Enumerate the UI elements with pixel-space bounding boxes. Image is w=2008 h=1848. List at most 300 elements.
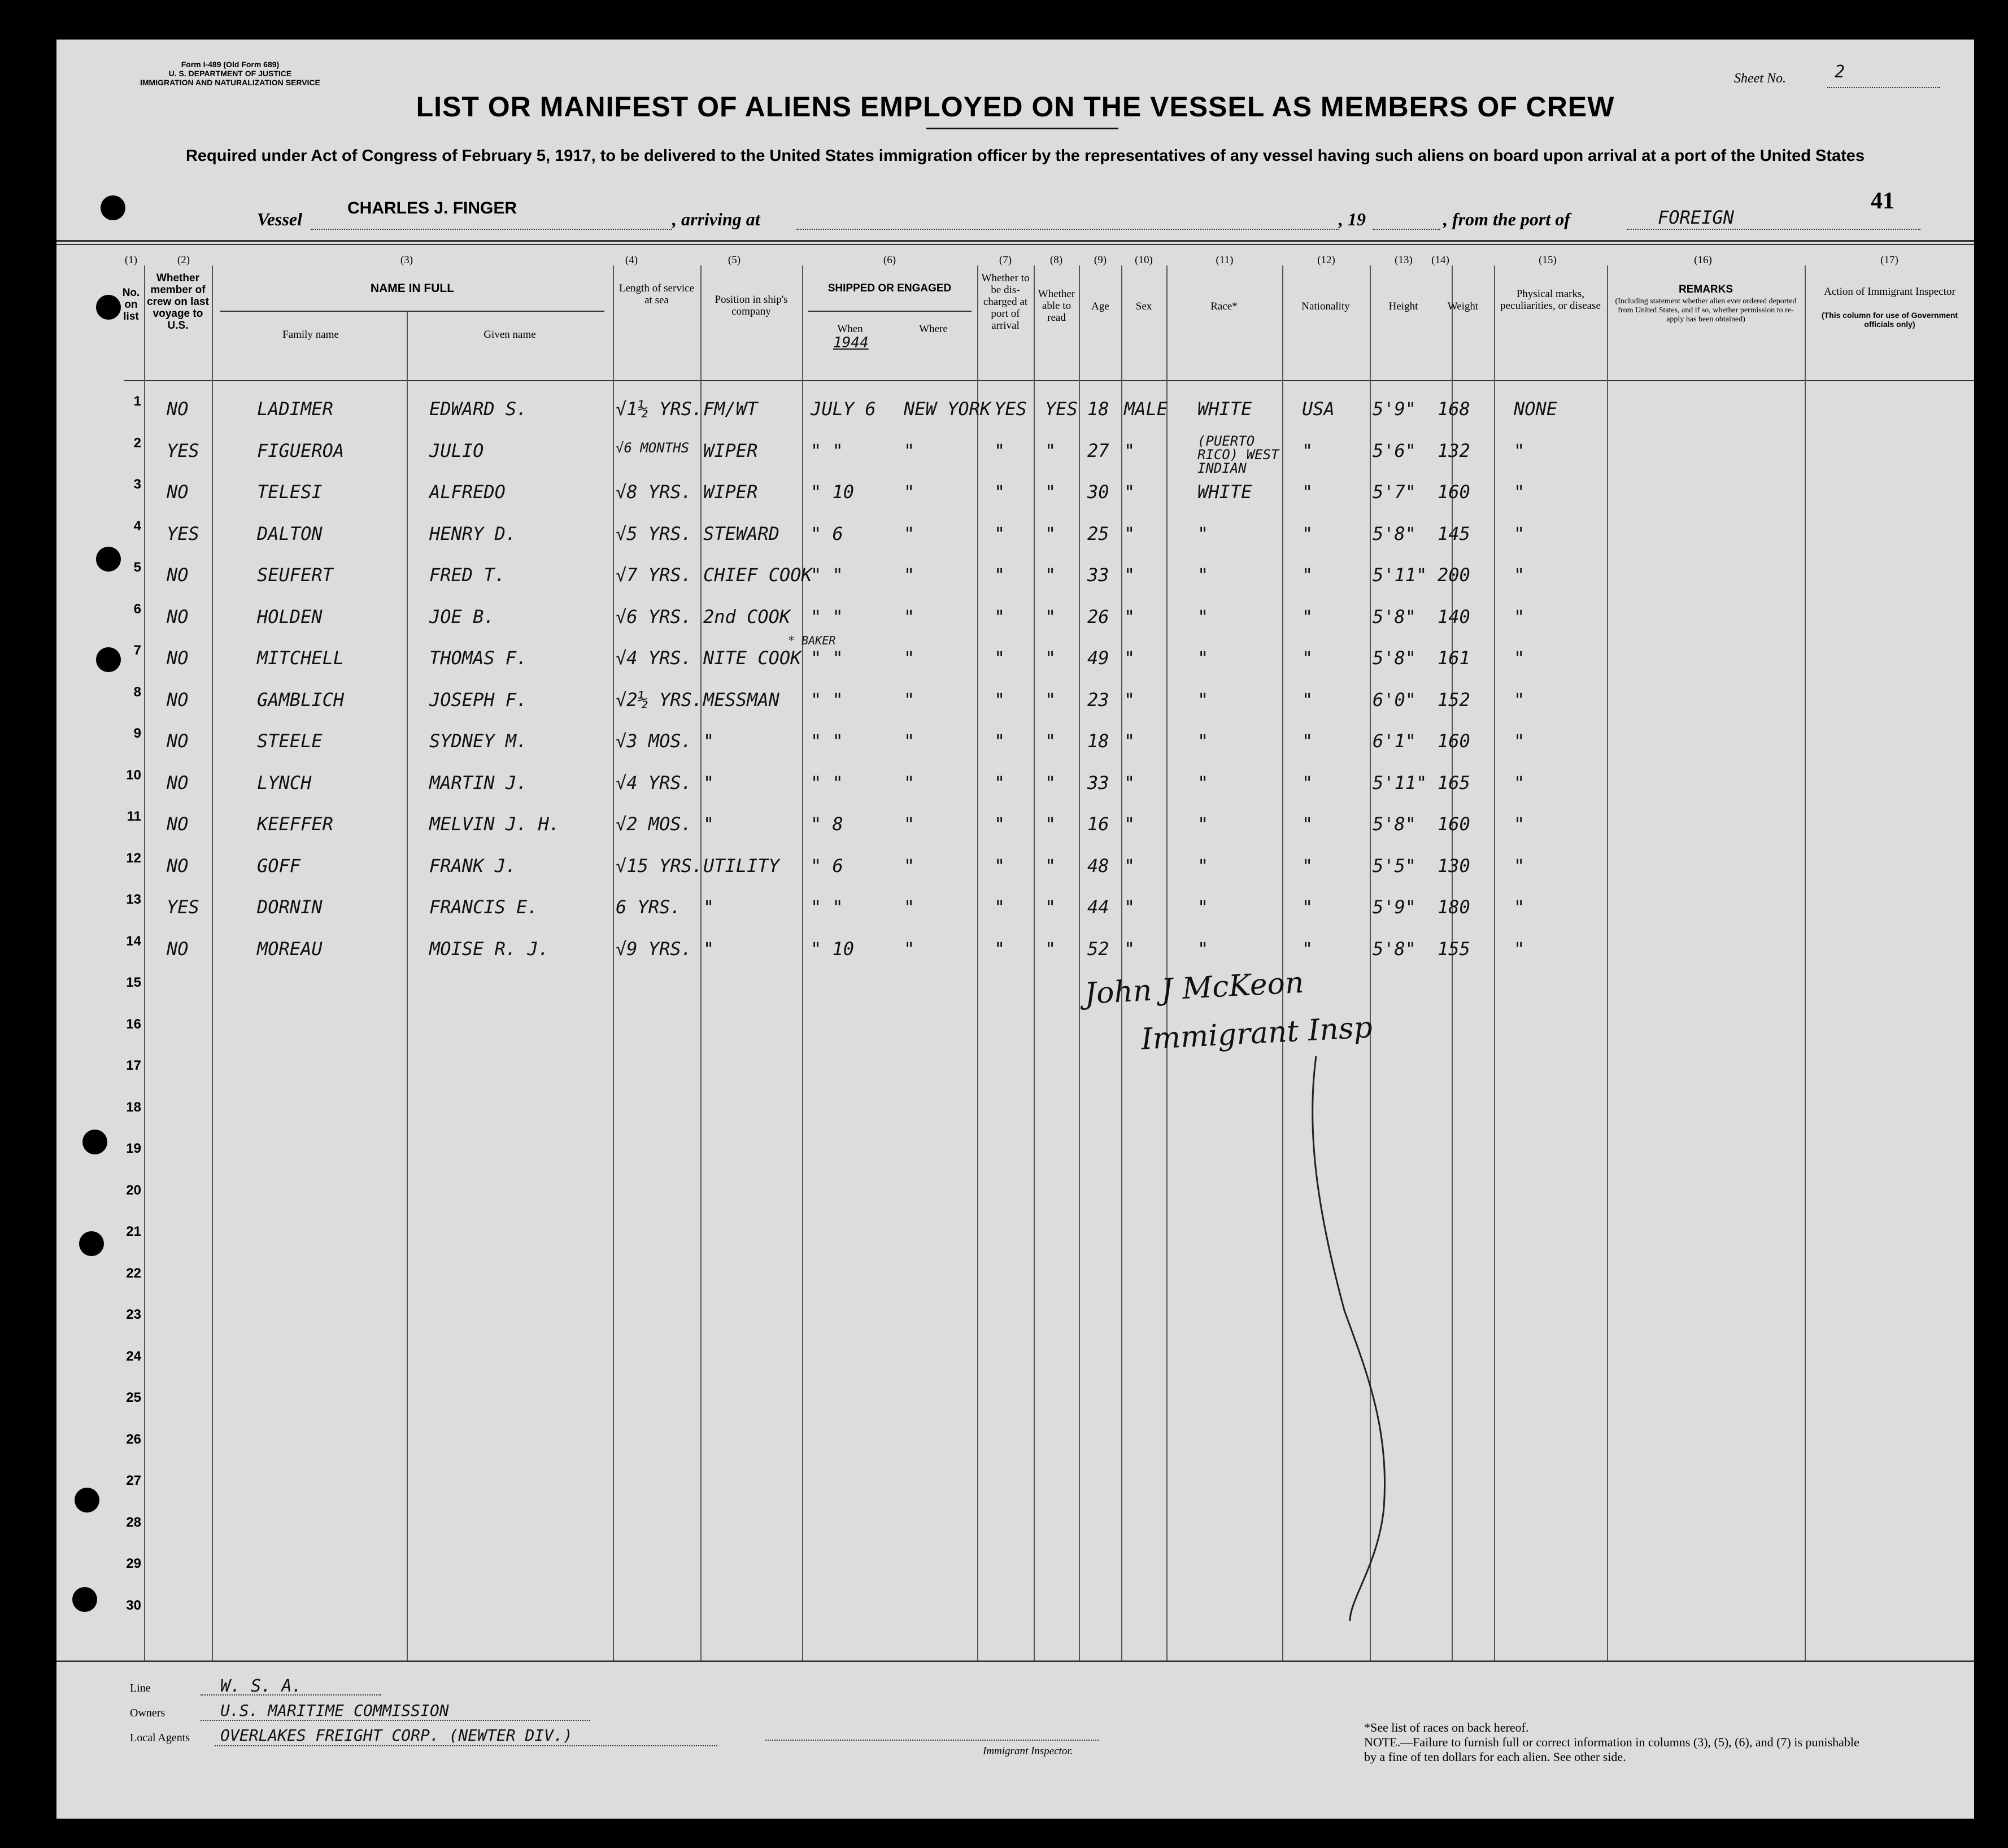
cell-discharged: ": [994, 481, 1005, 503]
header-when: When: [837, 323, 863, 335]
column-divider: [1121, 265, 1122, 1660]
cell-physical-marks: ": [1514, 855, 1525, 877]
cell-length-of-service: √15 YRS.: [616, 855, 703, 877]
form-subtitle: Required under Act of Congress of February 5, 1917, to be delivered to the United States immigration officer by the representatives of any vessel having such aliens on board upon arrival at a port of the United States: [185, 147, 1865, 165]
page-number: 41: [1871, 188, 1894, 214]
header-length-service: Length of service at sea: [619, 282, 694, 306]
header-family-name: Family name: [282, 329, 339, 341]
cell-height: 5'11": [1373, 772, 1427, 794]
cell-length-of-service: √6 YRS.: [616, 605, 692, 627]
year-dotline: [1373, 229, 1440, 230]
header-height: Height: [1388, 300, 1418, 312]
cell-sex: ": [1124, 605, 1135, 627]
from-port-label: , from the port of: [1443, 209, 1570, 229]
cell-age: 18: [1087, 730, 1109, 752]
cell-position: CHIEF COOK: [703, 564, 812, 586]
punch-hole: [82, 1130, 107, 1154]
cell-weight: 160: [1438, 730, 1470, 752]
vessel-dotline: [311, 229, 672, 230]
row-number: 23: [126, 1307, 141, 1322]
cell-physical-marks: ": [1514, 938, 1525, 960]
cell-physical-marks: ": [1514, 439, 1525, 461]
punch-hole: [72, 1587, 97, 1612]
arriving-label: , arriving at: [672, 209, 760, 229]
cell-height: 5'11": [1373, 564, 1427, 586]
cell-able-to-read: ": [1045, 439, 1056, 461]
cell-weight: 165: [1438, 772, 1470, 794]
row-number: 10: [126, 767, 141, 783]
cell-sex: ": [1124, 522, 1135, 544]
cell-discharged: ": [994, 605, 1005, 627]
cell-where-shipped: ": [904, 605, 915, 627]
cell-family-name: SEUFERT: [257, 564, 333, 586]
vessel-name: CHARLES J. FINGER: [347, 199, 517, 217]
cell-family-name: MITCHELL: [257, 647, 345, 669]
sheet-number: 2: [1835, 62, 1845, 82]
header-discharged: Whether to be dis-charged at port of arrival: [981, 272, 1030, 332]
cell-able-to-read: ": [1045, 688, 1056, 711]
row-number: 17: [126, 1058, 141, 1073]
cell-able-to-read: ": [1045, 730, 1056, 752]
row-number: 9: [133, 726, 141, 741]
col-num-6: (6): [883, 254, 896, 266]
shipped-header-divider: [808, 311, 972, 312]
column-divider: [613, 265, 614, 1660]
line-label: Line: [130, 1682, 151, 1694]
column-divider: [1034, 265, 1035, 1660]
cell-race: ": [1197, 855, 1209, 877]
cell-physical-marks: NONE: [1514, 398, 1558, 420]
fine-note: NOTE.—Failure to furnish full or correct information in columns (3), (5), (6), and (7) is punishable by a fine of ten dollars for each alien. See other side.: [1364, 1735, 1859, 1764]
col-num-14: (14): [1431, 254, 1449, 266]
races-note: *See list of races on back hereof.: [1364, 1720, 1529, 1734]
row-number: 2: [133, 435, 141, 451]
cell-position: ": [703, 896, 715, 918]
cell-nationality: USA: [1302, 398, 1335, 420]
cell-age: 16: [1087, 813, 1109, 835]
cell-physical-marks: ": [1514, 813, 1525, 835]
cell-sex: ": [1124, 813, 1135, 835]
cell-discharged: ": [994, 855, 1005, 877]
header-no-on-list: No. on list: [122, 287, 140, 322]
cell-sex: ": [1124, 688, 1135, 711]
cell-where-shipped: ": [904, 522, 915, 544]
cell-discharged: YES: [994, 398, 1027, 420]
row-number: 29: [126, 1556, 141, 1571]
cell-position: UTILITY: [703, 855, 779, 877]
cell-age: 23: [1087, 688, 1109, 711]
cell-physical-marks: ": [1514, 647, 1525, 669]
cell-length-of-service: √5 YRS.: [616, 522, 692, 544]
row-number: 26: [126, 1431, 141, 1447]
cell-length-of-service: √2 MOS.: [616, 813, 692, 835]
cell-race: ": [1197, 564, 1209, 586]
column-divider: [407, 311, 408, 1660]
row-number: 28: [126, 1514, 141, 1530]
cell-length-of-service: √3 MOS.: [616, 730, 692, 752]
column-divider: [1805, 265, 1806, 1660]
cell-physical-marks: ": [1514, 896, 1525, 918]
cell-physical-marks: ": [1514, 772, 1525, 794]
row-number: 5: [133, 560, 141, 575]
agents-label: Local Agents: [130, 1732, 190, 1744]
cell-able-to-read: ": [1045, 855, 1056, 877]
cell-discharged: ": [994, 772, 1005, 794]
inspector-signature-name: John J McKeon: [1083, 965, 1305, 1012]
cell-weight: 132: [1438, 439, 1470, 461]
cell-race: ": [1197, 938, 1209, 960]
row-number: 12: [126, 850, 141, 866]
cell-discharged: ": [994, 813, 1005, 835]
col-num-8: (8): [1049, 254, 1063, 266]
cell-when-shipped: " ": [811, 730, 843, 752]
from-port-dotline: [1627, 229, 1920, 230]
cell-member-status: NO: [167, 688, 189, 711]
form-number: Form I-489 (Old Form 689): [181, 60, 280, 69]
cell-position: WIPER: [703, 439, 758, 461]
cell-position: ": [703, 730, 715, 752]
row-number: 30: [126, 1597, 141, 1613]
cell-nationality: ": [1302, 564, 1313, 586]
cell-position: ": [703, 772, 715, 794]
cell-member-status: NO: [167, 398, 189, 420]
agents-dotline: [215, 1745, 717, 1746]
cell-age: 27: [1087, 439, 1109, 461]
col-num-16: (16): [1694, 254, 1712, 266]
cell-position: ": [703, 813, 715, 835]
header-physical: Physical marks, peculiarities, or disease: [1500, 288, 1601, 312]
cell-sex: ": [1124, 772, 1135, 794]
row-number: 1: [133, 394, 141, 409]
cell-when-shipped: " 10: [811, 938, 855, 960]
cell-when-shipped: " ": [811, 647, 843, 669]
cell-position: 2nd COOK: [703, 605, 791, 627]
cell-sex: ": [1124, 564, 1135, 586]
header-name-in-full: NAME IN FULL: [370, 282, 455, 295]
cell-height: 5'6": [1373, 439, 1417, 461]
cell-age: 26: [1087, 605, 1109, 627]
agents-value: OVERLAKES FREIGHT CORP. (NEWTER DIV.): [220, 1726, 573, 1745]
row-number: 22: [126, 1265, 141, 1281]
column-divider: [1079, 265, 1080, 1660]
col-num-9: (9): [1094, 254, 1107, 266]
cell-weight: 160: [1438, 481, 1470, 503]
cell-weight: 180: [1438, 896, 1470, 918]
cell-where-shipped: ": [904, 772, 915, 794]
row-number: 3: [133, 477, 141, 492]
cell-height: 6'1": [1373, 730, 1417, 752]
cell-family-name: FIGUEROA: [257, 439, 345, 461]
header-action: Action of Immigrant Inspector: [1824, 286, 1955, 298]
cell-family-name: STEELE: [257, 730, 323, 752]
cell-discharged: ": [994, 688, 1005, 711]
cell-race: WHITE: [1197, 481, 1252, 503]
cell-given-name: JOSEPH F.: [429, 688, 528, 711]
cell-height: 6'0": [1373, 688, 1417, 711]
col-num-13: (13): [1395, 254, 1413, 266]
col-num-1: (1): [124, 254, 138, 266]
cell-able-to-read: ": [1045, 605, 1056, 627]
col-num-17: (17): [1880, 254, 1898, 266]
cell-discharged: ": [994, 564, 1005, 586]
header-race: Race*: [1210, 300, 1238, 312]
cell-length-of-service: √2½ YRS.: [616, 688, 703, 711]
cell-able-to-read: ": [1045, 522, 1056, 544]
row-number: 25: [126, 1390, 141, 1405]
sheet-number-line: [1827, 87, 1940, 88]
inspector-signature-title: Immigrant Insp: [1140, 1010, 1374, 1057]
cell-where-shipped: ": [904, 813, 915, 835]
cell-given-name: HENRY D.: [429, 522, 517, 544]
cell-age: 30: [1087, 481, 1109, 503]
cell-given-name: SYDNEY M.: [429, 730, 528, 752]
cell-length-of-service: √8 YRS.: [616, 481, 692, 503]
arriving-dotline: [796, 229, 1339, 230]
cell-nationality: ": [1302, 647, 1313, 669]
column-divider: [144, 265, 145, 1660]
title-underline: [926, 128, 1118, 129]
cell-discharged: ": [994, 439, 1005, 461]
cell-family-name: KEEFFER: [257, 813, 333, 835]
col-num-4: (4): [625, 254, 638, 266]
cell-where-shipped: NEW YORK: [904, 398, 991, 420]
cell-length-of-service: √7 YRS.: [616, 564, 692, 586]
cell-weight: 140: [1438, 605, 1470, 627]
header-remarks-note: (Including statement whether alien ever ordered deported from United States, and if so, whether permission to re-apply has been obtained): [1615, 297, 1797, 324]
cell-family-name: DORNIN: [257, 896, 323, 918]
cell-age: 52: [1087, 938, 1109, 960]
cell-nationality: ": [1302, 522, 1313, 544]
cell-weight: 130: [1438, 855, 1470, 877]
cell-physical-marks: ": [1514, 688, 1525, 711]
cell-able-to-read: ": [1045, 772, 1056, 794]
col-num-2: (2): [177, 254, 190, 266]
cell-height: 5'8": [1373, 522, 1417, 544]
cell-weight: 200: [1438, 564, 1470, 586]
row-number: 20: [126, 1182, 141, 1198]
owners-label: Owners: [130, 1707, 165, 1719]
row-number: 19: [126, 1141, 141, 1156]
cell-length-of-service: √6 MONTHS: [616, 439, 690, 456]
header-able-read: Whether able to read: [1038, 288, 1075, 324]
cell-height: 5'8": [1373, 813, 1417, 835]
cell-where-shipped: ": [904, 688, 915, 711]
cell-discharged: ": [994, 896, 1005, 918]
cell-nationality: ": [1302, 855, 1313, 877]
cell-length-of-service: √9 YRS.: [616, 938, 692, 960]
cell-nationality: ": [1302, 439, 1313, 461]
cell-sex: ": [1124, 439, 1135, 461]
cell-physical-marks: ": [1514, 730, 1525, 752]
punch-hole: [101, 195, 125, 220]
col-num-10: (10): [1135, 254, 1153, 266]
header-whether-member: Whether member of crew on last voyage to U.S.: [147, 272, 209, 332]
line-value: W. S. A.: [220, 1676, 302, 1696]
year-label: , 19: [1339, 209, 1366, 229]
cell-sex: ": [1124, 896, 1135, 918]
sheet-label: Sheet No.: [1734, 71, 1786, 86]
cell-nationality: ": [1302, 730, 1313, 752]
cell-member-status: YES: [167, 522, 199, 544]
cell-member-status: NO: [167, 772, 189, 794]
vessel-label: Vessel: [257, 209, 302, 229]
col-num-11: (11): [1216, 254, 1234, 266]
cell-discharged: ": [994, 647, 1005, 669]
header-where: Where: [919, 323, 948, 335]
cell-member-status: NO: [167, 855, 189, 877]
cell-position-note: * BAKER: [788, 634, 836, 647]
cell-family-name: TELESI: [257, 481, 323, 503]
cell-sex: ": [1124, 938, 1135, 960]
cell-nationality: ": [1302, 688, 1313, 711]
cell-when-shipped: " ": [811, 439, 843, 461]
header-given-name: Given name: [484, 329, 536, 341]
cell-position: NITE COOK: [703, 647, 802, 669]
punch-hole: [96, 295, 121, 320]
cell-given-name: EDWARD S.: [429, 398, 528, 420]
cell-age: 25: [1087, 522, 1109, 544]
cell-where-shipped: ": [904, 481, 915, 503]
cell-where-shipped: ": [904, 896, 915, 918]
cell-nationality: ": [1302, 772, 1313, 794]
cell-where-shipped: ": [904, 564, 915, 586]
cell-given-name: THOMAS F.: [429, 647, 528, 669]
cell-weight: 145: [1438, 522, 1470, 544]
cell-age: 33: [1087, 564, 1109, 586]
cell-discharged: ": [994, 938, 1005, 960]
form-title: LIST OR MANIFEST OF ALIENS EMPLOYED ON THE VESSEL AS MEMBERS OF CREW: [416, 91, 1615, 123]
cell-given-name: JULIO: [429, 439, 484, 461]
inspector-label: Immigrant Inspector.: [983, 1745, 1073, 1757]
row-number: 6: [133, 601, 141, 617]
cell-position: MESSMAN: [703, 688, 779, 711]
cell-given-name: JOE B.: [429, 605, 495, 627]
cell-height: 5'5": [1373, 855, 1417, 877]
cell-able-to-read: ": [1045, 813, 1056, 835]
cell-race: ": [1197, 647, 1209, 669]
cell-sex: ": [1124, 730, 1135, 752]
cell-when-shipped: " ": [811, 896, 843, 918]
cell-age: 33: [1087, 772, 1109, 794]
cell-family-name: MOREAU: [257, 938, 323, 960]
cell-weight: 152: [1438, 688, 1470, 711]
cell-member-status: NO: [167, 647, 189, 669]
punch-hole: [79, 1231, 104, 1256]
cell-where-shipped: ": [904, 647, 915, 669]
header-shipped-engaged: SHIPPED OR ENGAGED: [827, 282, 952, 294]
cell-member-status: NO: [167, 813, 189, 835]
owners-dotline: [201, 1720, 590, 1721]
cell-height: 5'9": [1373, 896, 1417, 918]
row-number: 27: [126, 1473, 141, 1488]
cell-when-shipped: " ": [811, 772, 843, 794]
row-number: 21: [126, 1224, 141, 1239]
signature-flourish: [1299, 1056, 1412, 1666]
cell-race: ": [1197, 896, 1209, 918]
col-num-3: (3): [400, 254, 413, 266]
col-num-15: (15): [1539, 254, 1557, 266]
cell-length-of-service: √4 YRS.: [616, 772, 692, 794]
owners-value: U.S. MARITIME COMMISSION: [220, 1701, 449, 1720]
row-number: 18: [126, 1099, 141, 1115]
cell-able-to-read: YES: [1045, 398, 1078, 420]
cell-when-shipped: " ": [811, 605, 843, 627]
row-number: 14: [126, 933, 141, 949]
cell-when-shipped: " 6: [811, 522, 843, 544]
cell-length-of-service: √4 YRS.: [616, 647, 692, 669]
row-number: 13: [126, 892, 141, 907]
cell-height: 5'8": [1373, 605, 1417, 627]
cell-position: STEWARD: [703, 522, 779, 544]
cell-given-name: MOISE R. J.: [429, 938, 549, 960]
cell-height: 5'9": [1373, 398, 1417, 420]
cell-when-shipped: JULY 6: [811, 398, 876, 420]
cell-physical-marks: ": [1514, 605, 1525, 627]
cell-age: 44: [1087, 896, 1109, 918]
cell-where-shipped: ": [904, 938, 915, 960]
cell-family-name: DALTON: [257, 522, 323, 544]
cell-given-name: FRANK J.: [429, 855, 517, 877]
column-divider: [700, 265, 702, 1660]
cell-member-status: NO: [167, 481, 189, 503]
cell-nationality: ": [1302, 481, 1313, 503]
cell-race: ": [1197, 522, 1209, 544]
column-divider: [1607, 265, 1608, 1660]
col-num-5: (5): [728, 254, 741, 266]
cell-race: ": [1197, 813, 1209, 835]
cell-where-shipped: ": [904, 730, 915, 752]
cell-given-name: FRANCIS E.: [429, 896, 538, 918]
cell-length-of-service: √1½ YRS.: [616, 398, 703, 420]
col-num-12: (12): [1317, 254, 1335, 266]
from-port: FOREIGN: [1658, 207, 1734, 228]
when-year: 1944: [833, 334, 869, 351]
cell-member-status: YES: [167, 896, 199, 918]
cell-when-shipped: " 8: [811, 813, 843, 835]
header-remarks: REMARKS: [1678, 284, 1733, 295]
cell-when-shipped: " 10: [811, 481, 855, 503]
cell-sex: ": [1124, 481, 1135, 503]
cell-given-name: MELVIN J. H.: [429, 813, 560, 835]
cell-family-name: LADIMER: [257, 398, 333, 420]
header-position: Position in ship's company: [715, 294, 788, 317]
cell-nationality: ": [1302, 813, 1313, 835]
cell-physical-marks: ": [1514, 564, 1525, 586]
cell-race: ": [1197, 772, 1209, 794]
row-number: 24: [126, 1348, 141, 1364]
table-bottom-border: [56, 1660, 1974, 1662]
cell-sex: MALE: [1124, 398, 1168, 420]
row-number: 7: [133, 643, 141, 658]
cell-race: WHITE: [1197, 398, 1252, 420]
header-age: Age: [1091, 300, 1109, 312]
column-divider: [1166, 265, 1168, 1660]
cell-family-name: GOFF: [257, 855, 301, 877]
cell-when-shipped: " ": [811, 564, 843, 586]
cell-nationality: ": [1302, 605, 1313, 627]
cell-able-to-read: ": [1045, 896, 1056, 918]
cell-race: (PUERTO RICO) WEST INDIAN: [1197, 433, 1279, 476]
cell-weight: 160: [1438, 813, 1470, 835]
cell-position: ": [703, 938, 715, 960]
cell-height: 5'8": [1373, 647, 1417, 669]
table-top-border: [56, 240, 1974, 242]
cell-nationality: ": [1302, 938, 1313, 960]
cell-age: 49: [1087, 647, 1109, 669]
cell-family-name: GAMBLICH: [257, 688, 345, 711]
column-divider: [1494, 265, 1495, 1660]
row-number: 15: [126, 975, 141, 990]
